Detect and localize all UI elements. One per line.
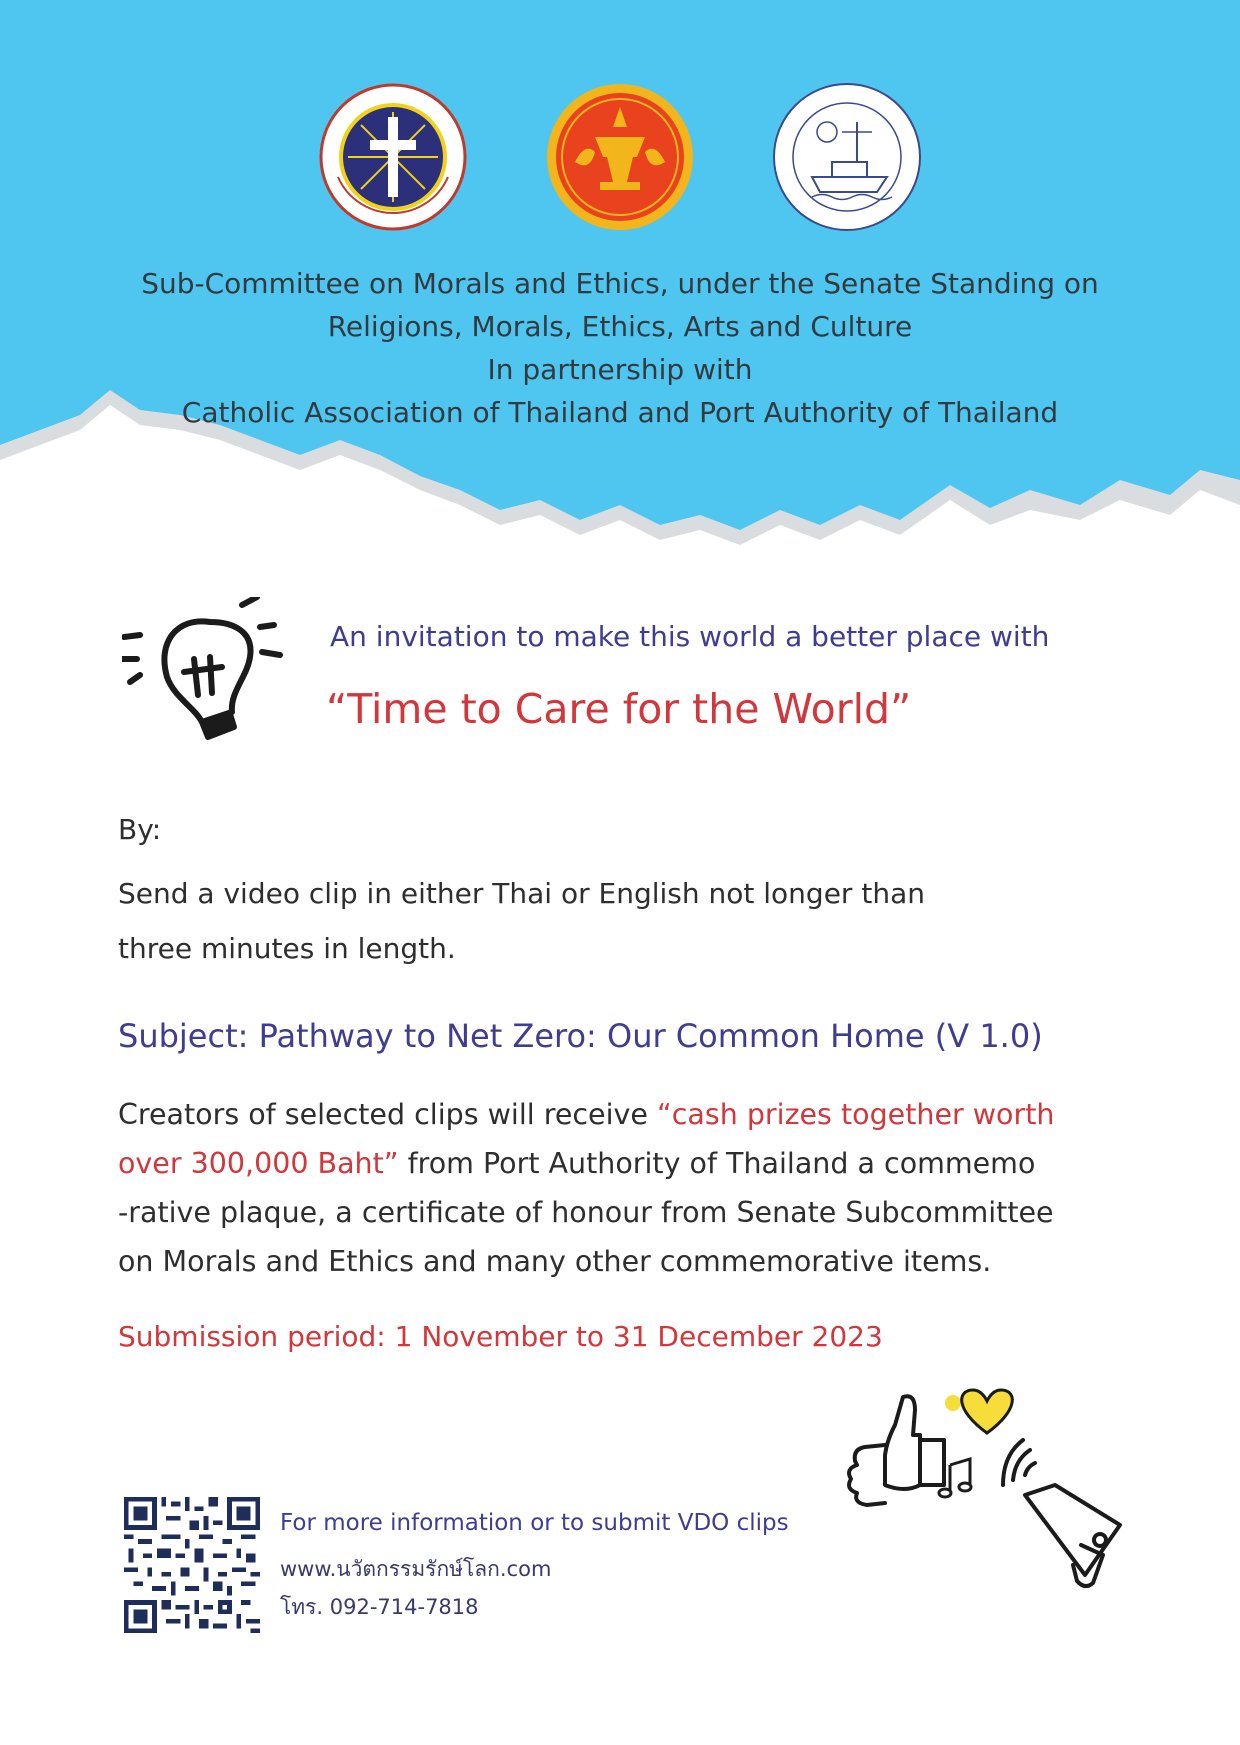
info-title: For more information or to submit VDO clips [280,1510,789,1536]
prizes-text: -rative plaque, a certificate of honour from Senate Subcommittee [118,1196,1054,1229]
invitation-line: An invitation to make this world a better place with [330,620,1050,653]
decorative-doodles [845,1385,1135,1600]
light-bulb-icon [122,597,292,747]
submission-period: Submission period: 1 November to 31 December 2023 [118,1320,883,1353]
website-link[interactable]: www.นวัตกรรมรักษ์โลก.com [280,1557,552,1581]
megaphone-icon [1003,1440,1120,1586]
by-line: three minutes in length. [118,932,456,965]
prizes-highlight: “cash prizes together worth [656,1098,1055,1131]
by-description [118,866,1068,976]
organizer-line: Catholic Association of Thailand and Port Authority of Thailand [181,396,1059,429]
organizer-line: Sub-Committee on Morals and Ethics, under the Senate Standing on [141,267,1099,300]
port-authority-logo [772,82,922,232]
by-label: By: [118,813,162,846]
subject-heading: Subject: Pathway to Net Zero: Our Common Home (V 1.0) [118,1017,1043,1055]
organizer-line: In partnership with [487,353,753,386]
info-block [280,1510,789,1626]
qr-code[interactable] [124,1497,260,1633]
prizes-highlight: over 300,000 Baht” [118,1147,399,1180]
organizer-text [0,262,1240,434]
prizes-paragraph [118,1090,1133,1286]
catholic-association-logo [318,82,468,232]
prizes-text: Creators of selected clips will receive [118,1098,657,1131]
senate-seal-logo [545,82,695,232]
thumbs-up-icon [849,1396,944,1505]
by-line: Send a video clip in either Thai or English not longer than [118,877,925,910]
heart-icon [945,1390,1012,1433]
prizes-text: on Morals and Ethics and many other commemorative items. [118,1245,992,1278]
logo-row [0,82,1240,242]
campaign-title: “Time to Care for the World” [326,685,912,733]
phone-number: โทร. 092-714-7818 [280,1595,479,1619]
prizes-text: from Port Authority of Thailand a commemo [398,1147,1036,1180]
organizer-line: Religions, Morals, Ethics, Arts and Culture [327,310,913,343]
